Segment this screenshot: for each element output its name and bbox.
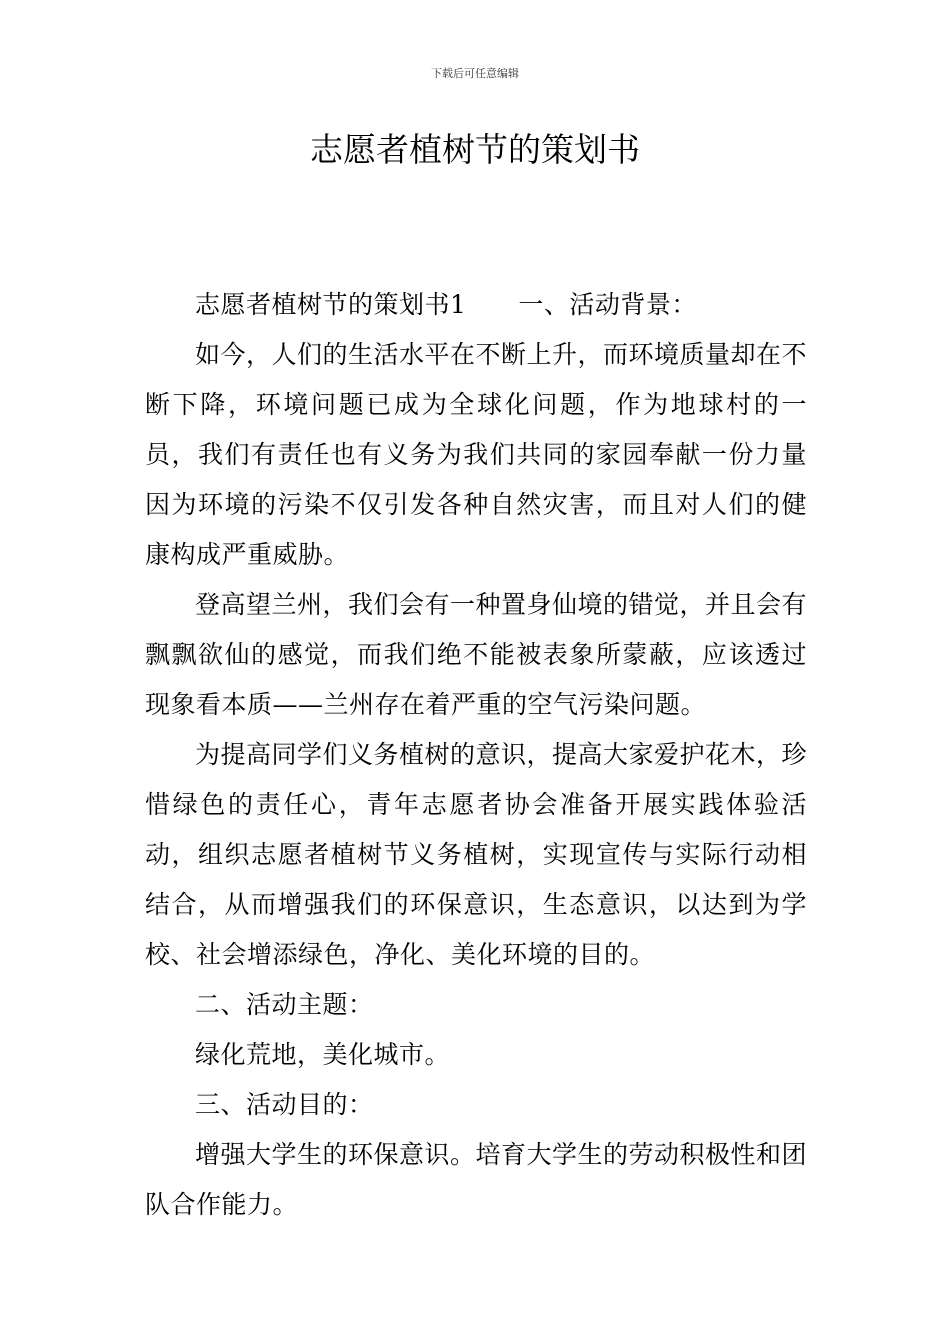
paragraph-background: 如今，人们的生活水平在不断上升，而环境质量却在不断下降，环境问题已成为全球化问题，作为地球村的一员，我们有责任也有义务为我们共同的家园奉献一份力量因为环境的污染不仅引发各种自然灾害，而且对人们的健康构成严重威胁。 [145,340,808,569]
section-heading-goal: 三、活动目的： [195,1090,374,1119]
paragraph-goal: 增强大学生的环保意识。培育大学生的劳动积极性和团队合作能力。 [145,1140,808,1219]
intro-subtitle: 志愿者植树节的策划书1 [195,290,467,319]
header-note: 下载后可任意编辑 [431,67,519,80]
paragraph-theme: 绿化荒地，美化城市。 [195,1040,451,1069]
paragraph-lanzhou: 登高望兰州，我们会有一种置身仙境的错觉，并且会有飘飘欲仙的感觉，而我们绝不能被表象所蒙蔽，应该透过现象看本质——兰州存在着严重的空气污染问题。 [145,590,808,719]
document-body [145,280,807,1230]
intro-paragraph [145,280,807,330]
paragraph-purpose: 为提高同学们义务植树的意识，提高大家爱护花木，珍惜绿色的责任心，青年志愿者协会准备开展实践体验活动，组织志愿者植树节义务植树，实现宣传与实际行动相结合，从而增强我们的环保意识，生态意识，以达到为学校、社会增添绿色，净化、美化环境的目的。 [145,740,808,969]
page-title: 志愿者植树节的策划书 [310,130,640,169]
section-heading-background: 一、活动背景： [518,290,697,319]
section-heading-theme: 二、活动主题： [195,990,374,1019]
